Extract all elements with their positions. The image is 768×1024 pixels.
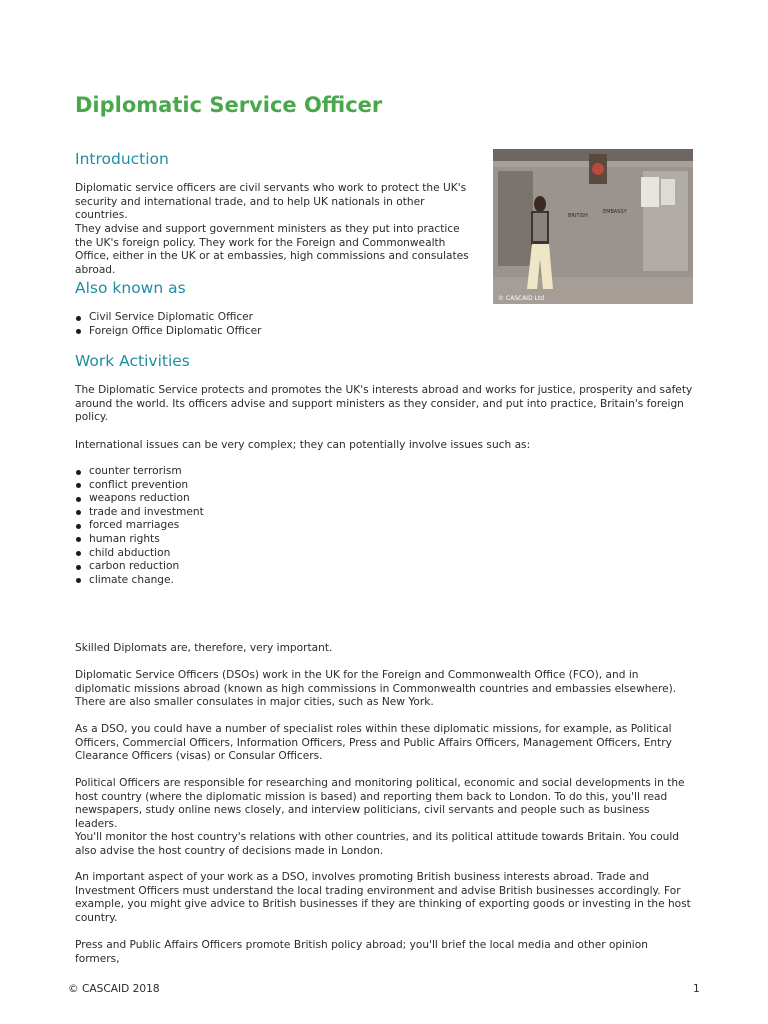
list-item: trade and investment — [75, 506, 695, 520]
work-paragraph-5: As a DSO, you could have a number of specialist roles within these diplomatic missions, for example, as Political Officers, Commercial Officers, Information Officers, Press and Public Affairs Officers, Management Officers, Entry Clearance Officers (visas) or Consular Officers. — [75, 723, 672, 763]
work-paragraph-4: Diplomatic Service Officers (DSOs) work in the UK for the Foreign and Commonwealth Office (FCO), and in diplomatic missions abroad (known as high commissions in Commonwealth countries and embassies elsewhere). There are also smaller consulates in major cities, such as New York. — [75, 669, 677, 709]
list-item: Civil Service Diplomatic Officer — [75, 311, 480, 325]
footer-page-number: 1 — [693, 983, 700, 995]
work-paragraph-2: International issues can be very complex; they can potentially involve issues such as: — [75, 439, 531, 451]
work-paragraph-7: You'll monitor the host country's relations with other countries, and its political attitude towards Britain. You could also advise the host country of decisions made in London. — [75, 831, 679, 857]
work-paragraph-8: An important aspect of your work as a DSO, involves promoting British business interests abroad. Trade and Investment Officers must understand the local trading environment and advise British businesses accordingly. For example, you might give advice to British businesses if they are thinking of exporting goods or investing in the host country. — [75, 871, 691, 924]
sign-embassy: EMBASSY — [603, 209, 627, 215]
intro-paragraph-2: They advise and support government ministers as they put into practice the UK's foreign policy. They work for the Foreign and Commonwealth Office, either in the UK or at embassies, high commissions and consulates abroad. — [75, 223, 469, 276]
intro-paragraph-1: Diplomatic service officers are civil servants who work to protect the UK's security and international trade, and to help UK nationals in other countries. — [75, 182, 467, 222]
work-activities-heading: Work Activities — [75, 352, 190, 370]
introduction-heading: Introduction — [75, 150, 169, 168]
list-item: forced marriages — [75, 519, 695, 533]
issues-list — [75, 465, 695, 587]
work-paragraph-3: Skilled Diplomats are, therefore, very important. — [75, 642, 333, 654]
photo-copyright: © CASCAID Ltd — [498, 295, 545, 302]
work-paragraph-9: Press and Public Affairs Officers promote British policy abroad; you'll brief the local media and other opinion formers, — [75, 939, 648, 965]
embassy-photo-illustration — [493, 149, 693, 304]
list-item: carbon reduction — [75, 560, 695, 574]
page-title: Diplomatic Service Officer — [75, 93, 383, 117]
also-known-as-heading: Also known as — [75, 279, 186, 297]
embassy-photo — [493, 149, 693, 304]
list-item: conflict prevention — [75, 479, 695, 493]
list-item: human rights — [75, 533, 695, 547]
list-item: climate change. — [75, 574, 695, 588]
work-paragraph-1: The Diplomatic Service protects and promotes the UK's interests abroad and works for justice, prosperity and safety around the world. Its officers advise and support ministers as they consider, and put into practice, Britain's foreign policy. — [75, 384, 693, 424]
sign-british: BRITISH — [568, 213, 588, 219]
footer-copyright: © CASCAID 2018 — [68, 983, 160, 995]
list-item: child abduction — [75, 547, 695, 561]
list-item: weapons reduction — [75, 492, 695, 506]
also-known-as-list — [75, 311, 480, 338]
list-item: Foreign Office Diplomatic Officer — [75, 325, 480, 339]
list-item: counter terrorism — [75, 465, 695, 479]
work-paragraph-6: Political Officers are responsible for researching and monitoring political, economic and social developments in the host country (where the diplomatic mission is based) and reporting them back to London. To do this, you'll read newspapers, study online news closely, and interview politicians, civil servants and people such as business leaders. — [75, 777, 685, 830]
